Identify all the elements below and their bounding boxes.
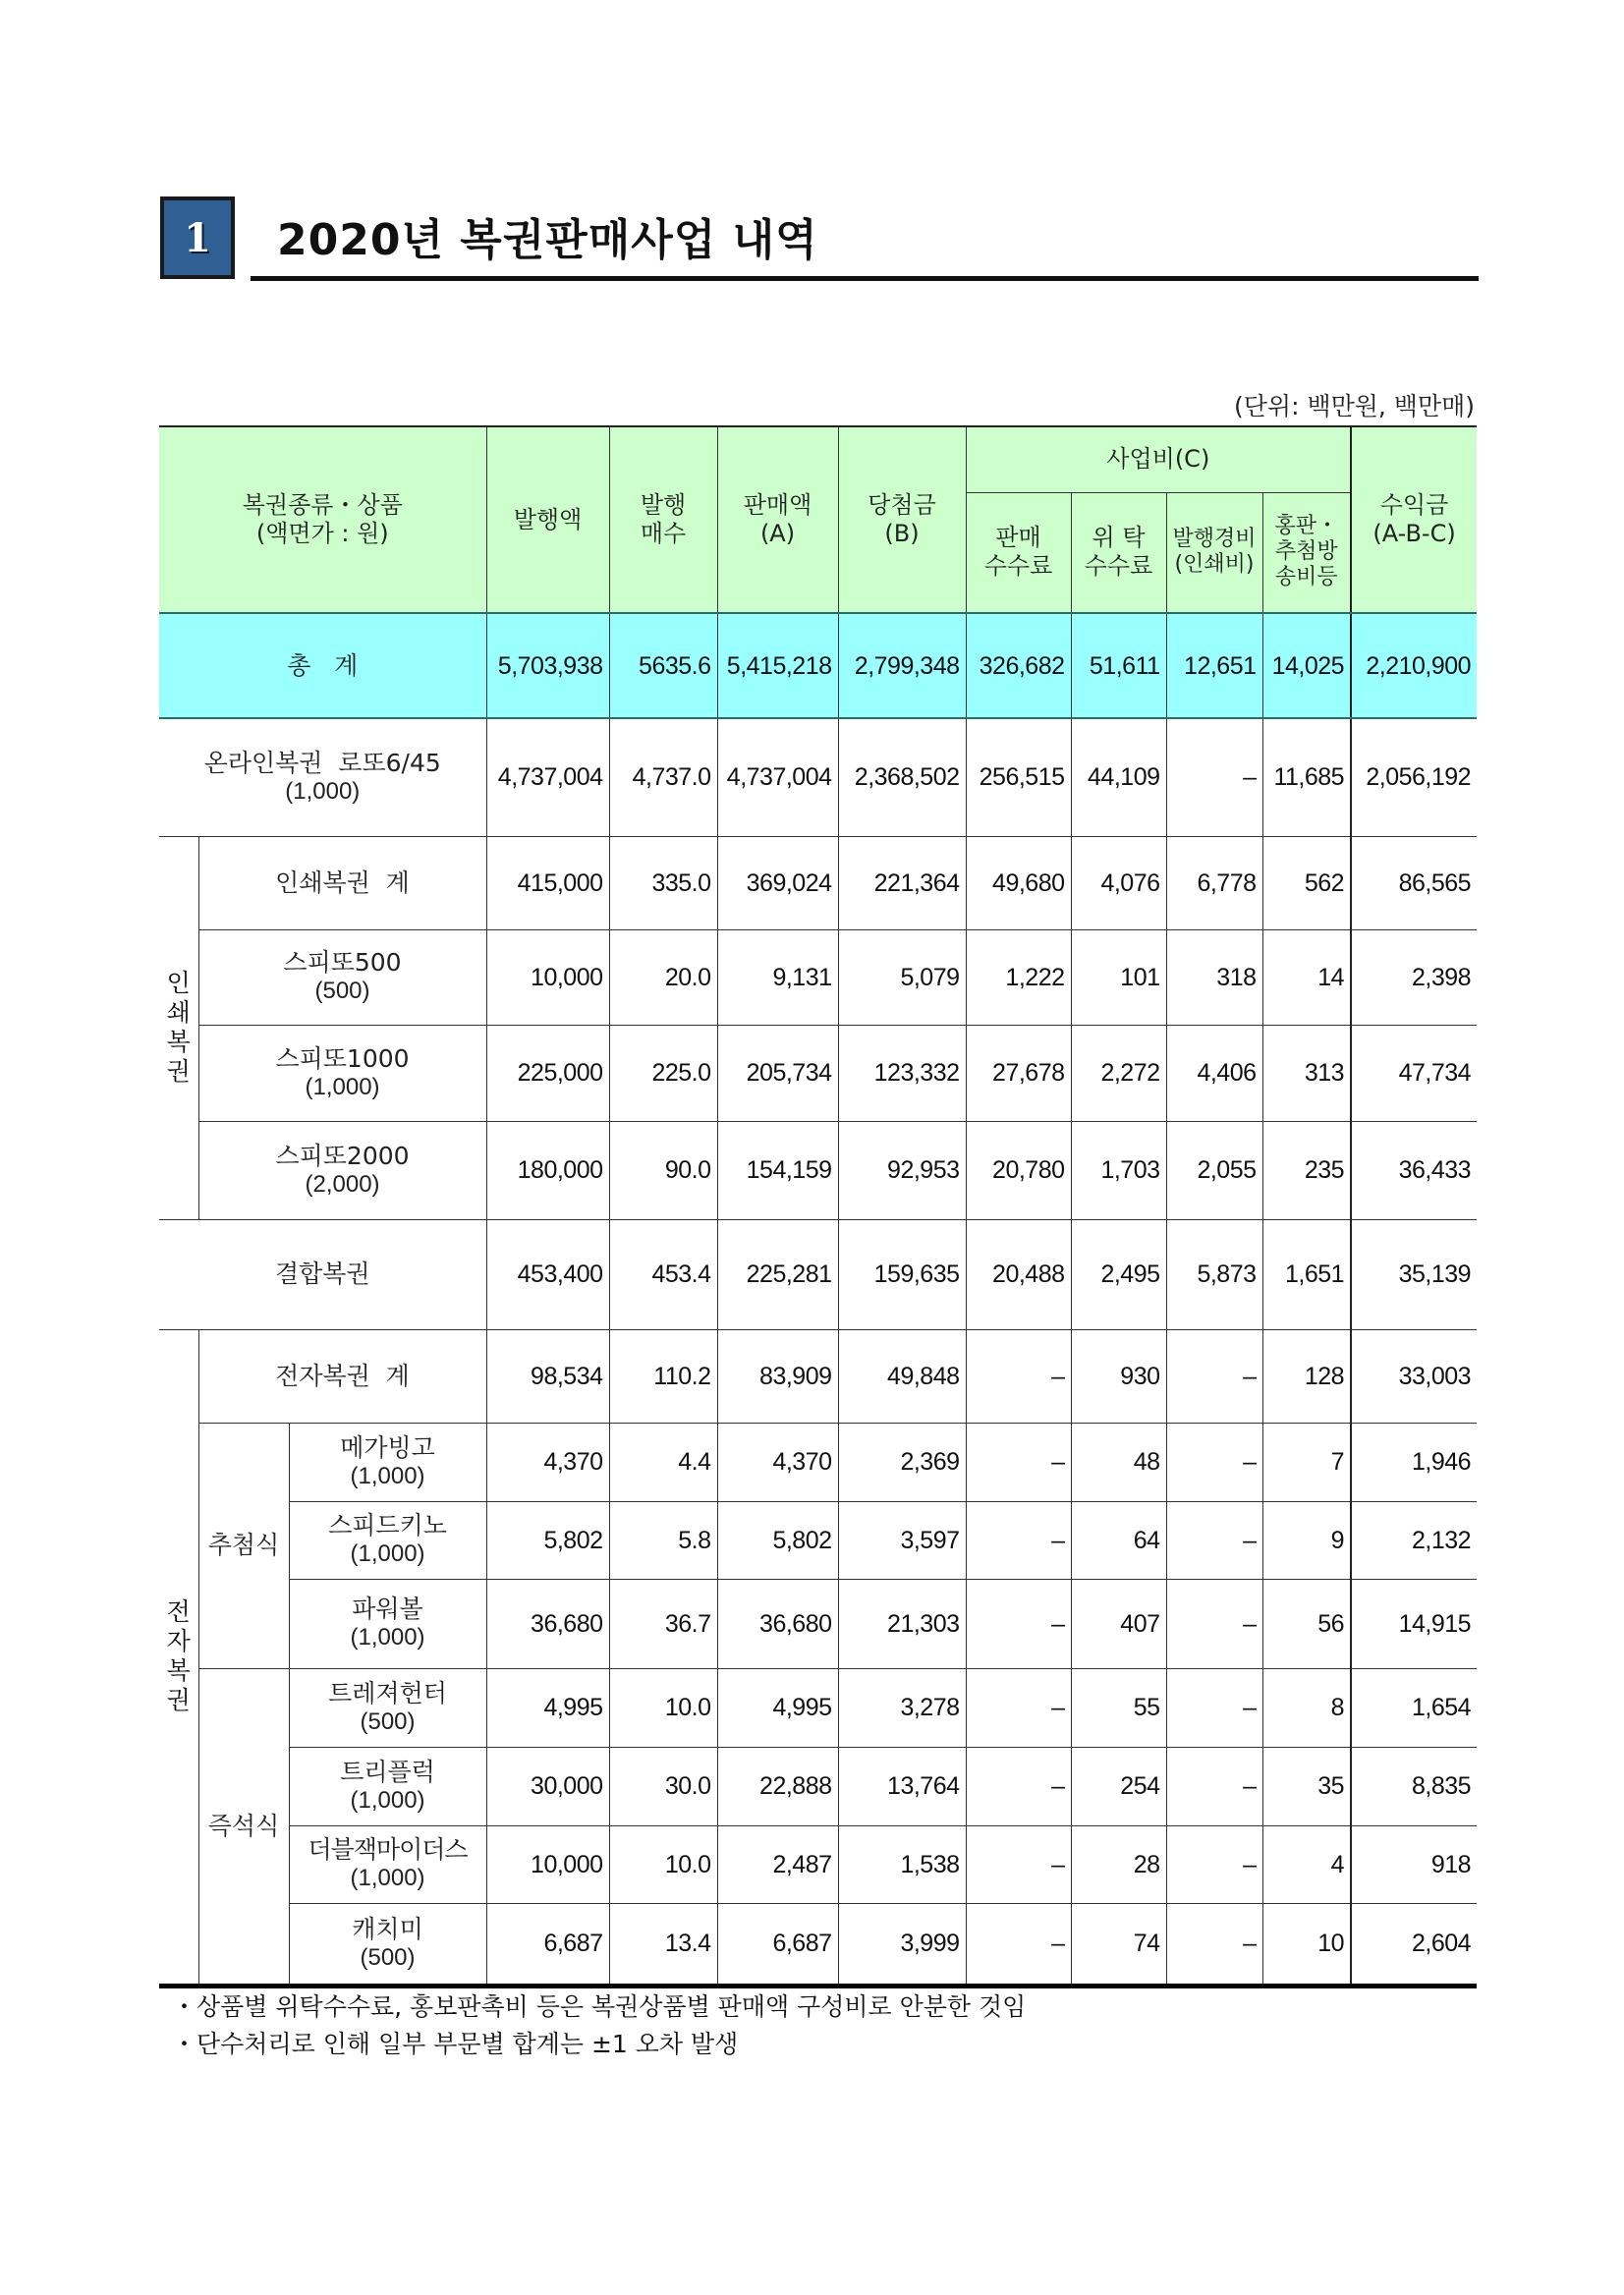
footnote: ・단수처리로 인해 일부 부문별 합계는 ±1 오차 발생: [172, 2030, 739, 2058]
table-row-treasurehunter: 즉석식 트레져헌터 (500) 4,995 10.0 4,995 3,278 – 55 – 8 1,654: [159, 1668, 1477, 1747]
subgroup-label-draw: 추첨식: [198, 1423, 289, 1668]
table-row-online-lotto: 온라인복권 로또6/45 (1,000) 4,737,004 4,737.0 4,737,004 2,368,502 256,515 44,109 – 11,685 2,056,192: [159, 718, 1477, 836]
page-title: 2020년 복권판매사업 내역: [277, 215, 818, 265]
header-profit: 수익금 (A-B-C): [1351, 426, 1477, 613]
header-promo-cost: 홍판・ 추첨방 송비등: [1262, 492, 1351, 613]
subgroup-label-instant: 즉석식: [198, 1668, 289, 1986]
unit-note: (단위: 백만원, 백만매): [1234, 392, 1475, 420]
table-row-catchme: 캐치미 (500) 6,687 13.4 6,687 3,999 – 74 – 10 2,604: [159, 1903, 1477, 1986]
header-sales-fee: 판매 수수료: [966, 492, 1071, 613]
header-consign-fee: 위 탁 수수료: [1071, 492, 1166, 613]
table-row-megabingo: 추첨식 메가빙고 (1,000) 4,370 4.4 4,370 2,369 – 48 – 7 1,946: [159, 1423, 1477, 1501]
header-issue-amount: 발행액: [486, 426, 609, 613]
table-row-total: 총 계 5,703,938 5635.6 5,415,218 2,799,348 326,682 51,611 12,651 14,025 2,210,900: [159, 613, 1477, 718]
header-category: 복권종류・상품 (액면가 : 원): [159, 426, 486, 613]
table-row-doublejackmaidas: 더블잭마이더스 (1,000) 10,000 10.0 2,487 1,538 – 28 – 4 918: [159, 1825, 1477, 1903]
section-number-badge: 1: [160, 196, 235, 279]
group-label-electronic: 전 자 복 권: [159, 1329, 198, 1986]
header-sales: 판매액 (A): [717, 426, 838, 613]
table-row-speetto2000: 스피또2000 (2,000) 180,000 90.0 154,159 92,953 20,780 1,703 2,055 235 36,433: [159, 1121, 1477, 1219]
footnotes: [172, 1988, 1026, 2063]
table-row-powerball: 파워볼 (1,000) 36,680 36.7 36,680 21,303 – 407 – 56 14,915: [159, 1579, 1477, 1668]
footnote: ・상품별 위탁수수료, 홍보판촉비 등은 복권상품별 판매액 구성비로 안분한 것임: [172, 1992, 1027, 2021]
header-issue-count: 발행 매수: [609, 426, 717, 613]
table-row-combined: 결합복권 453,400 453.4 225,281 159,635 20,488 2,495 5,873 1,651 35,139: [159, 1219, 1477, 1329]
table-row-electronic-total: 전 자 복 권 전자복권 계 98,534 110.2 83,909 49,848 – 930 – 128 33,003: [159, 1329, 1477, 1423]
table-row-speetto500: 스피또500 (500) 10,000 20.0 9,131 5,079 1,222 101 318 14 2,398: [159, 929, 1477, 1025]
header-issue-cost: 발행경비 (인쇄비): [1166, 492, 1262, 613]
table-row-speedkino: 스피드키노 (1,000) 5,802 5.8 5,802 3,597 – 64 – 9 2,132: [159, 1501, 1477, 1579]
header-prize: 당첨금 (B): [838, 426, 966, 613]
header-business-cost: 사업비(C): [966, 426, 1351, 492]
group-label-print: 인 쇄 복 권: [159, 836, 198, 1219]
table-row-speetto1000: 스피또1000 (1,000) 225,000 225.0 205,734 123,332 27,678 2,272 4,406 313 47,734: [159, 1025, 1477, 1121]
table-row-triplelucky: 트리플럭 (1,000) 30,000 30.0 22,888 13,764 – 254 – 35 8,835: [159, 1747, 1477, 1825]
table-row-print-total: 인 쇄 복 권 인쇄복권 계 415,000 335.0 369,024 221,364 49,680 4,076 6,778 562 86,565: [159, 836, 1477, 929]
lottery-sales-table: [159, 425, 1477, 1988]
title-underline: [251, 276, 1479, 281]
